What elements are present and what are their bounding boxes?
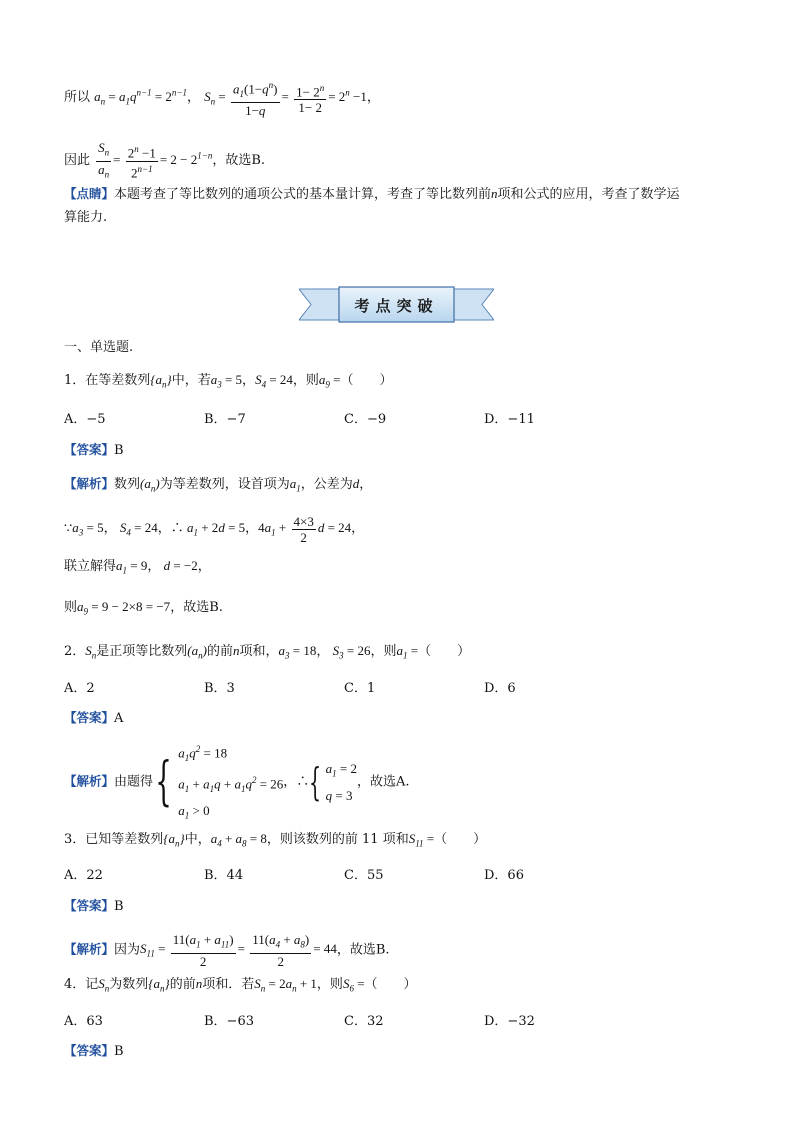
intro-line-2: 因此 $\frac{S_n}{a_n}$ = $\frac{2^n -1}{2^{n-1}}$ = $2 - 2^{1-n}$，故选B.: [64, 140, 266, 180]
q3-answer: 【答案】B: [64, 898, 124, 914]
section-heading: 一、单选题.: [64, 340, 134, 355]
q2-stem: 2．$S_n$是正项等比数列$(a_n)$的前n项和，$a_3 = 18$， $S_3 = 26$，则$a_1$ =（ ）: [64, 643, 471, 661]
q1-analysis-1: 【解析】数列$(a_n)$为等差数列，设首项为$a_1$，公差为d，: [64, 476, 373, 494]
q1-stem: 1．在等差数列$\{a_n\}$中，若$a_3 = 5$，$S_4 = 24$，则$a_9$ =（ ）: [64, 372, 393, 390]
q1-option-a[interactable]: A．−5: [64, 412, 106, 427]
equation-system: $a_1q^2 = 18$ $a_1 + a_1q + a_1q^2 = 26$ $a_1 > 0$: [178, 744, 284, 821]
formula-ratio: $\frac{S_n}{a_n}$ = $\frac{2^n -1}{2^{n-1}}$ = $2 - 2^{1-n}$: [98, 140, 213, 180]
q1-option-c[interactable]: C．−9: [344, 412, 387, 427]
banner-title: 考点突破: [354, 297, 439, 315]
left-brace: {: [309, 760, 322, 805]
q1-analysis-2: $\because a_3 = 5$， $S_4 = 24$，∴ $a_1 + 2d = 5$，$4a_1$ + $\frac{4\times 3}{2}$ d = 24，: [64, 514, 365, 545]
note-line-1: 【点睛】本题考查了等比数列的通项公式的基本量计算，考查了等比数列前n项和公式的应用，考查了数学运: [64, 186, 680, 202]
q2-option-d[interactable]: D．6: [484, 681, 516, 696]
q4-option-d[interactable]: D．−32: [484, 1014, 535, 1029]
q1-option-b[interactable]: B．−7: [204, 412, 246, 427]
q3-option-d[interactable]: D．66: [484, 868, 524, 883]
q1-analysis-3: 联立解得$a_1 = 9$， d = −2，: [64, 558, 211, 576]
q4-option-c[interactable]: C．32: [344, 1014, 384, 1029]
section-banner: [299, 286, 494, 324]
note-line-2: 算能力.: [64, 210, 108, 225]
q2-option-c[interactable]: C．1: [344, 681, 376, 696]
q4-option-a[interactable]: A．63: [64, 1014, 103, 1029]
q2-option-a[interactable]: A．2: [64, 681, 95, 696]
q3-option-c[interactable]: C．55: [344, 868, 384, 883]
q3-option-b[interactable]: B．44: [204, 868, 244, 883]
q4-stem: 4．记$S_n$为数列$\{a_n\}$的前n项和．若$S_n = 2a_n + 1$，则$S_6$ =（ ）: [64, 976, 417, 994]
q3-analysis: 【解析】因为$S_{11}$ = $\frac{11(a_1 + a_{11})}{2}$ = $\frac{11(a_4 + a_8)}{2}$ = 44，故选B.: [64, 932, 390, 969]
solution-system: $a_1 = 2$ q = 3: [325, 760, 357, 803]
q1-option-d[interactable]: D．−11: [484, 412, 535, 427]
q2-option-b[interactable]: B．3: [204, 681, 235, 696]
q3-option-a[interactable]: A．22: [64, 868, 103, 883]
q2-answer: 【答案】A: [64, 710, 124, 726]
intro-line-1: 所以 $a_n = a_1q^{n-1} = 2^{n-1}$， $S_n$ = $\frac{a_1(1-q^n)}{1-q}$ = $\frac{1- 2^n}{1- 2}$ = $2^n -1$，: [64, 80, 380, 118]
q1-analysis-4: 则$a_9 = 9 - 2\times 8 = -7$，故选B.: [64, 599, 223, 617]
formula-an: $a_n = a_1q^{n-1} = 2^{n-1}$: [94, 87, 187, 107]
q2-analysis: 【解析】由题得{ $a_1q^2 = 18$ $a_1 + a_1q + a_1q^2 = 26$ $a_1 > 0$ ，∴{ $a_1 = 2$ q = 3 ，故选A.: [64, 738, 410, 826]
q1-answer: 【答案】B: [64, 442, 124, 458]
q4-answer: 【答案】B: [64, 1043, 124, 1059]
q3-stem: 3．已知等差数列$\{a_n\}$中，$a_4 + a_8 = 8$，则该数列的前 11 项和$S_{11}$ =（ ）: [64, 831, 487, 849]
left-brace: {: [155, 752, 172, 813]
q4-option-b[interactable]: B．−63: [204, 1014, 254, 1029]
formula-sn: $S_n$ = $\frac{a_1(1-q^n)}{1-q}$ = $\frac{1- 2^n}{1- 2}$ = $2^n -1$: [204, 80, 367, 118]
